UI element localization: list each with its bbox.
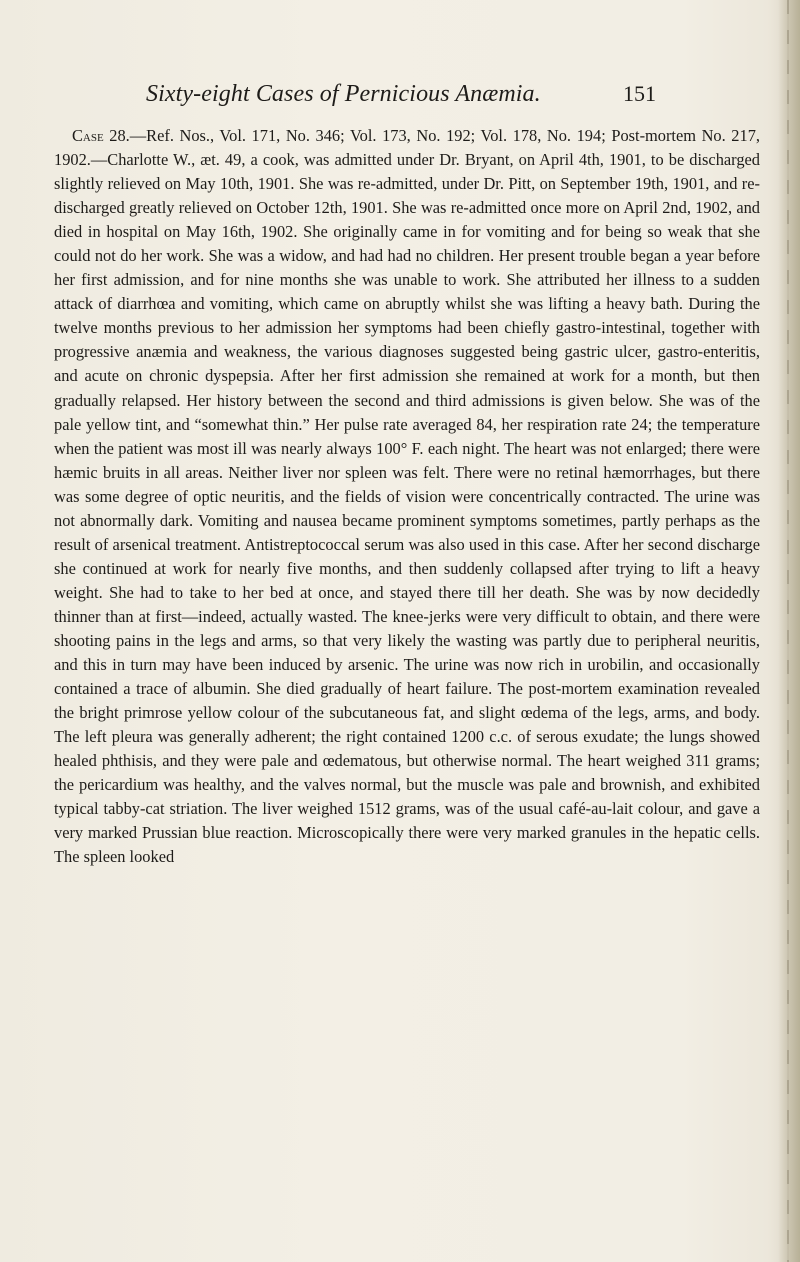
case-label: Case 28. (72, 126, 130, 145)
running-title: Sixty-eight Cases of Pernicious Anæmia. (146, 81, 541, 107)
case-paragraph (54, 124, 760, 869)
page-number: 151 (623, 81, 656, 106)
case-text: —Ref. Nos., Vol. 171, No. 346; Vol. 173, No. 192; Vol. 178, No. 194; Post-mortem No. 217, 1902.—Charlotte W., æt. 49, a cook, was admitted under Dr. Bryant, on April 4th, 1901, to be discharged slightly relieved on May 10th, 1901. She was re-admitted, under Dr. Pitt, on September 19th, 1901, and re-discharged greatly relieved on October 12th, 1901. She was re-admitted once more on April 2nd, 1902, and died in hospital on May 16th, 1902. She originally came in for vomiting and for being so weak that she could not do her work. She was a widow, and had had no children. Her present trouble began a year before her first admission, and for nine months she was unable to work. She attributed her illness to a sudden attack of diarrhœa and vomiting, which came on abruptly whilst she was lifting a heavy bath. During the twelve months previous to her admission her symptoms had been chiefly gastro-intestinal, together with progressive anæmia and weakness, the various diagnoses suggested being gastric ulcer, gastro-enteritis, and acute on chronic dyspepsia. After her first admission she remained at work for a month, but then gradually relapsed. Her history between the second and third admissions is given below. She was of the pale yellow tint, and “somewhat thin.” Her pulse rate averaged 84, her respiration rate 24; the temperature when the patient was most ill was nearly always 100° F. each night. The heart was not enlarged; there were hæmic bruits in all areas. Neither liver nor spleen was felt. There were no retinal hæmorrhages, but there was some degree of optic neuritis, and the fields of vision were concentrically contracted. The urine was not abnormally dark. Vomiting and nausea became prominent symptoms sometimes, partly perhaps as the result of arsenical treatment. Antistreptococcal serum was also used in this case. After her second discharge she continued at work for nearly five months, and then suddenly collapsed after trying to lift a heavy weight. She had to take to her bed at once, and stayed there till her death. She was by now decidedly thinner than at first—indeed, actually wasted. The knee-jerks were very difficult to obtain, and there were shooting pains in the legs and arms, so that very likely the wasting was partly due to peripheral neuritis, and this in turn may have been induced by arsenic. The urine was now rich in urobilin, and occasionally contained a trace of albumin. She died gradually of heart failure. The post-mortem examination revealed the bright primrose yellow colour of the subcutaneous fat, and slight œdema of the legs, arms, and body. The left pleura was generally adherent; the right contained 1200 c.c. of serous exudate; the lungs showed healed phthisis, and they were pale and œdematous, but otherwise normal. The heart weighed 311 grams; the pericardium was healthy, and the valves normal, but the muscle was pale and brownish, and exhibited typical tabby-cat striation. The liver weighed 1512 grams, was of the usual café-au-lait colour, and gave a very marked Prussian blue reaction. Microscopically there were very marked granules in the hepatic cells. The spleen looked (54, 126, 760, 867)
page-binding-edge (778, 0, 800, 1262)
page-header (146, 78, 656, 110)
